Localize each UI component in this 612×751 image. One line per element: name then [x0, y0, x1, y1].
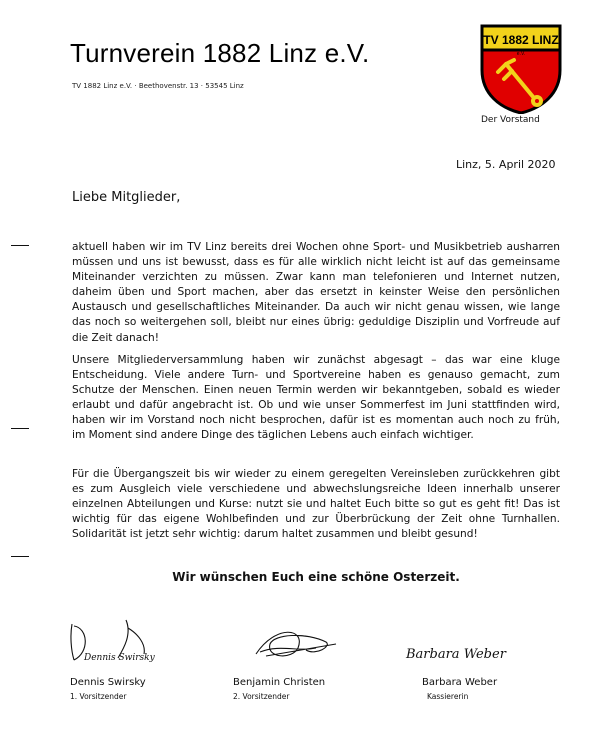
letter-date: Linz, 5. April 2020	[456, 158, 556, 171]
signer-role: Kassiererin	[427, 692, 469, 701]
signature-handwriting: Barbara Weber	[406, 647, 506, 662]
club-crest-icon	[476, 24, 566, 114]
signature-benjamin	[236, 614, 346, 672]
crest-text: TV 1882 LINZ	[483, 33, 559, 47]
signer-name: Barbara Weber	[422, 677, 498, 688]
signature-dennis	[66, 614, 166, 672]
paragraph-3: Für die Übergangszeit bis wir wieder zu einem geregelten Vereinsleben zurückkehren gibt es zum Ausgleich viele verschiedene und abwechslungsreiche Ideen innerhalb unserer einzelnen Abteilungen und Kurse: nutzt sie und haltet Euch bitte so gut es geht fit! Das ist wichtig für das eigene Wohlbefinden und zur Überbrückung der Zeit ohne Turnhallen. Solidarität ist jetzt sehr wichtig: darum haltet zusammen und bleibt gesund!	[72, 468, 560, 541]
signature-barbara	[404, 614, 524, 672]
fold-mark	[11, 428, 29, 429]
fold-mark	[11, 556, 29, 557]
club-address: TV 1882 Linz e.V. · Beethovenstr. 13 · 53545 Linz	[72, 82, 244, 90]
fold-mark	[11, 245, 29, 246]
signer-name: Benjamin Christen	[233, 677, 326, 688]
signature-handwriting: Dennis Swirsky	[84, 653, 155, 663]
signer-role: 1. Vorsitzender	[70, 692, 127, 701]
paragraph-2: Unsere Mitgliederversammlung haben wir zunächst abgesagt – das war eine kluge Entscheidung. Viele andere Turn- und Sportvereine haben es genauso gemacht, zum Schutze der Menschen. Einen neuen Termin werden wir bekanntgeben, sobald es wieder erlaubt und dafür angebracht ist. Ob und wie unser Sommerfest im Juni stattfinden wird, haben wir im Vorstand noch nicht besprochen, dafür ist es momentan auch noch zu früh, im Moment sind andere Dinge des täglichen Lebens auch einfach wichtiger.	[72, 354, 560, 442]
paragraph-1: aktuell haben wir im TV Linz bereits drei Wochen ohne Sport- und Musikbetrieb ausharren müssen und uns ist bewusst, dass es für alle wirklich nicht leicht ist auf das gemeinsame Miteinander verzichten zu müssen. Zwar kann man telefonieren und Internet nutzen, daheim üben und Sport machen, aber das ersetzt in keinster Weise den persönlichen Austausch und gesellschaftliches Miteinander. Da auch wir nicht genau wissen, wie lange das noch so weitergehen soll, bleibt nur eines übrig: geduldige Disziplin und Vorfreude auf die Zeit danach!	[72, 241, 560, 344]
club-name: Turnverein 1882 Linz e.V.	[70, 38, 370, 68]
signer-name: Dennis Swirsky	[70, 677, 146, 688]
closing-line: Wir wünschen Euch eine schöne Osterzeit.	[172, 570, 460, 584]
crest-small-text: e.V.	[516, 51, 526, 57]
crest-caption: Der Vorstand	[481, 115, 540, 125]
signer-role: 2. Vorsitzender	[233, 692, 290, 701]
greeting: Liebe Mitglieder,	[72, 190, 181, 205]
